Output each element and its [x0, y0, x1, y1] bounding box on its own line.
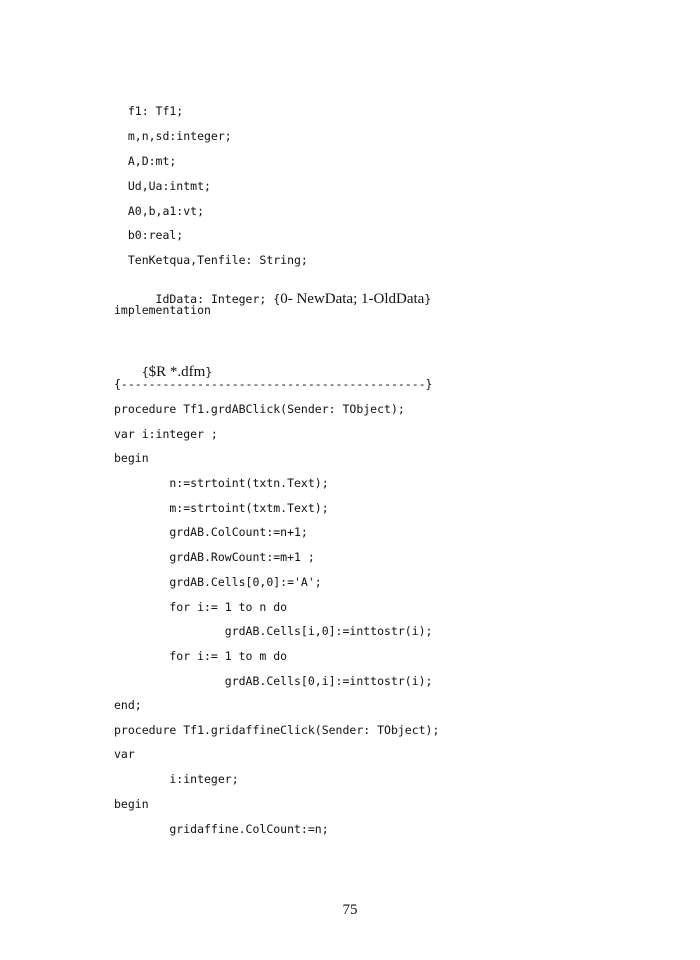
implementation-keyword: implementation [114, 303, 211, 317]
code-line: m,n,sd:integer; [114, 129, 232, 143]
iddata-comment-text: 0- NewData; 1-OldData [280, 291, 425, 307]
code-line: var i:integer ; [114, 427, 218, 441]
code-line: b0:real; [114, 228, 184, 242]
code-line: m:=strtoint(txtm.Text); [114, 501, 329, 515]
directive-open-brace: { [141, 365, 149, 379]
code-line: grdAB.Cells[0,0]:='A'; [114, 575, 322, 589]
code-line: end; [114, 698, 142, 712]
code-line: grdAB.Cells[0,i]:=inttostr(i); [114, 674, 433, 688]
code-line: gridaffine.ColCount:=n; [114, 822, 329, 836]
comment-close-brace: } [424, 292, 432, 306]
code-line: procedure Tf1.grdABClick(Sender: TObject); [114, 402, 405, 416]
code-line: i:integer; [114, 772, 239, 786]
code-line: for i:= 1 to m do [114, 649, 288, 663]
code-line: grdAB.RowCount:=m+1 ; [114, 550, 315, 564]
code-line: A,D:mt; [114, 154, 177, 168]
code-line: f1: Tf1; [114, 104, 184, 118]
code-line: Ud,Ua:intmt; [114, 179, 211, 193]
separator-comment: {--------------------------------------------} [114, 377, 433, 391]
code-line: var [114, 747, 135, 761]
code-line: grdAB.ColCount:=n+1; [114, 525, 308, 539]
code-line: for i:= 1 to n do [114, 600, 288, 614]
code-line: TenKetqua,Tenfile: String; [114, 253, 308, 267]
code-line: n:=strtoint(txtn.Text); [114, 476, 329, 490]
code-line: begin [114, 451, 149, 465]
code-line: grdAB.Cells[i,0]:=inttostr(i); [114, 624, 433, 638]
directive-text: $R *.dfm [148, 364, 206, 380]
code-line: A0,b,a1:vt; [114, 204, 205, 218]
directive-close-brace: } [205, 365, 213, 379]
comment-open-brace: { [273, 292, 281, 306]
page-number: 75 [342, 902, 358, 918]
code-line: procedure Tf1.gridaffineClick(Sender: TObject); [114, 723, 440, 737]
iddata-code: IdData: Integer; [141, 292, 274, 306]
code-line: begin [114, 797, 149, 811]
